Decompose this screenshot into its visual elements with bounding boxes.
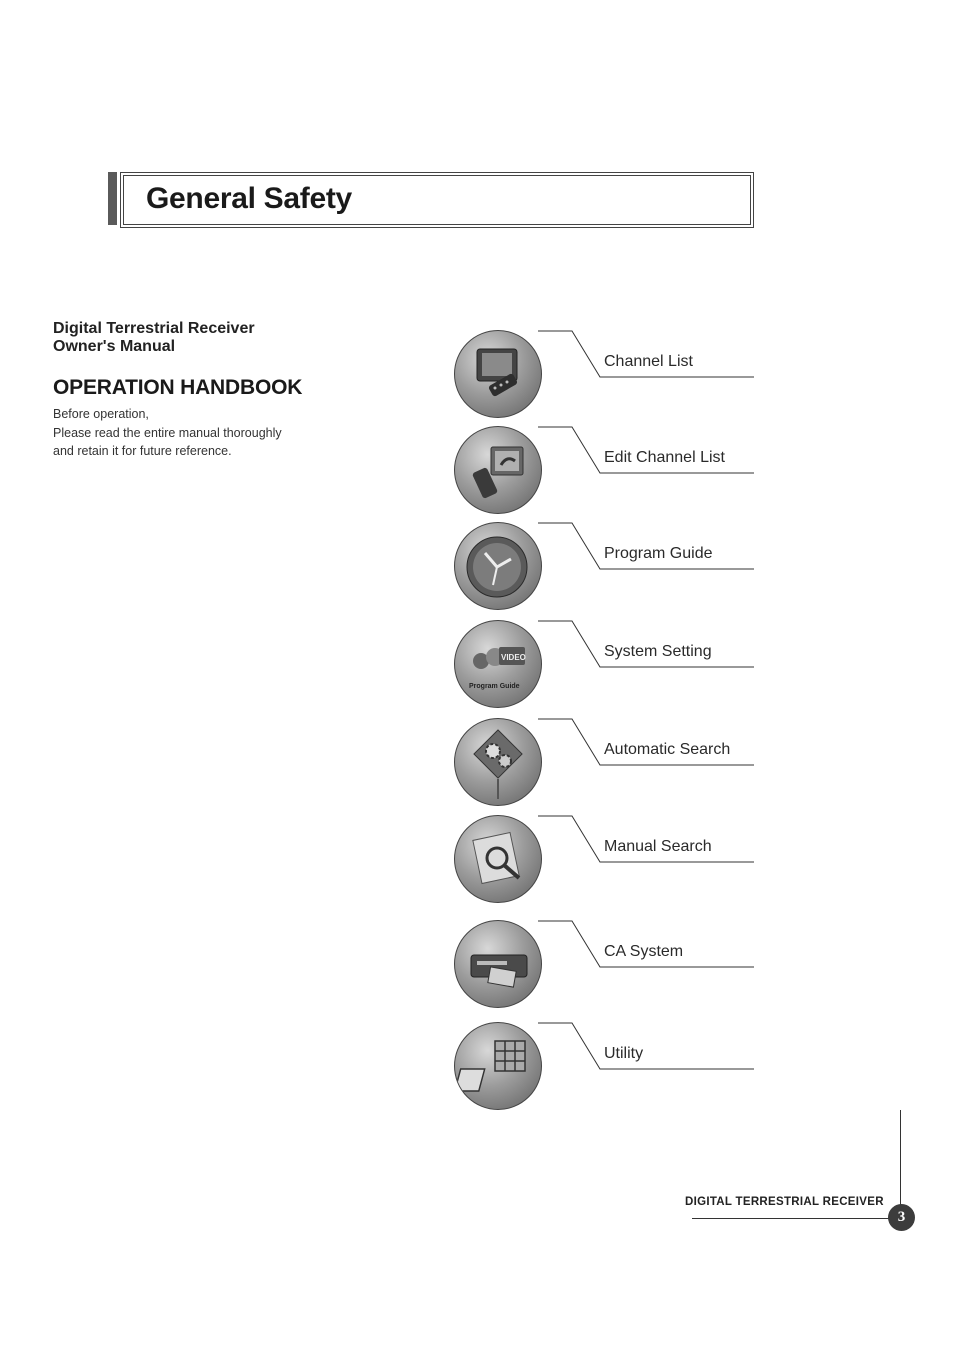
menu-label-utility: Utility (604, 1045, 644, 1062)
card-slot-icon (454, 920, 542, 1008)
menu-label-ca-system: CA System (604, 943, 684, 960)
menu-item-channel-list[interactable] (454, 330, 754, 422)
icon-program-guide-text: Program Guide (469, 683, 520, 690)
menu-label-system-setting: System Setting (604, 643, 712, 660)
clock-guide-icon (454, 522, 542, 610)
icon-video-text: VIDEO (501, 653, 526, 662)
intro-text-line1: Before operation, (53, 407, 149, 421)
remote-edit-icon (454, 426, 542, 514)
menu-item-program-guide[interactable] (454, 522, 754, 614)
title-box-inner (123, 175, 751, 225)
intro-text-line3: and retain it for future reference. (53, 444, 232, 458)
title-accent-bar (108, 172, 117, 225)
manual-subtitle-line2: Owner's Manual (53, 338, 176, 355)
intro-text-line2: Please read the entire manual thoroughly (53, 425, 282, 440)
intro-text (53, 405, 282, 461)
handbook-heading: OPERATION HANDBOOK (53, 376, 303, 399)
menu-label-manual-search: Manual Search (604, 838, 712, 855)
menu-label-edit-channel-list: Edit Channel List (604, 449, 725, 466)
menu-label-automatic-search: Automatic Search (604, 741, 731, 758)
manual-subtitle-line1: Digital Terrestrial Receiver (53, 320, 255, 337)
page-title: General Safety (146, 182, 352, 215)
menu-item-ca-system[interactable] (454, 920, 754, 1012)
page-number: 3 (888, 1204, 915, 1231)
menu-item-automatic-search[interactable] (454, 718, 754, 810)
menu-item-utility[interactable] (454, 1022, 754, 1114)
menu-item-system-setting[interactable] (454, 620, 754, 712)
menu-label-program-guide: Program Guide (604, 545, 713, 562)
footer-label: DIGITAL TERRESTRIAL RECEIVER (685, 1196, 884, 1208)
title-box (120, 172, 754, 228)
leader-line (538, 1022, 754, 1070)
system-setting-icon (454, 620, 542, 708)
footer-horizontal-rule (692, 1218, 892, 1219)
gear-search-icon (454, 718, 542, 806)
footer-vertical-rule (900, 1110, 901, 1206)
manual-subtitle (53, 320, 255, 356)
menu-item-manual-search[interactable] (454, 815, 754, 907)
menu-item-edit-channel-list[interactable] (454, 426, 754, 518)
magnifier-icon (454, 815, 542, 903)
menu-label-channel-list: Channel List (604, 353, 693, 370)
tv-remote-icon (454, 330, 542, 418)
cube-grid-icon (454, 1022, 542, 1110)
